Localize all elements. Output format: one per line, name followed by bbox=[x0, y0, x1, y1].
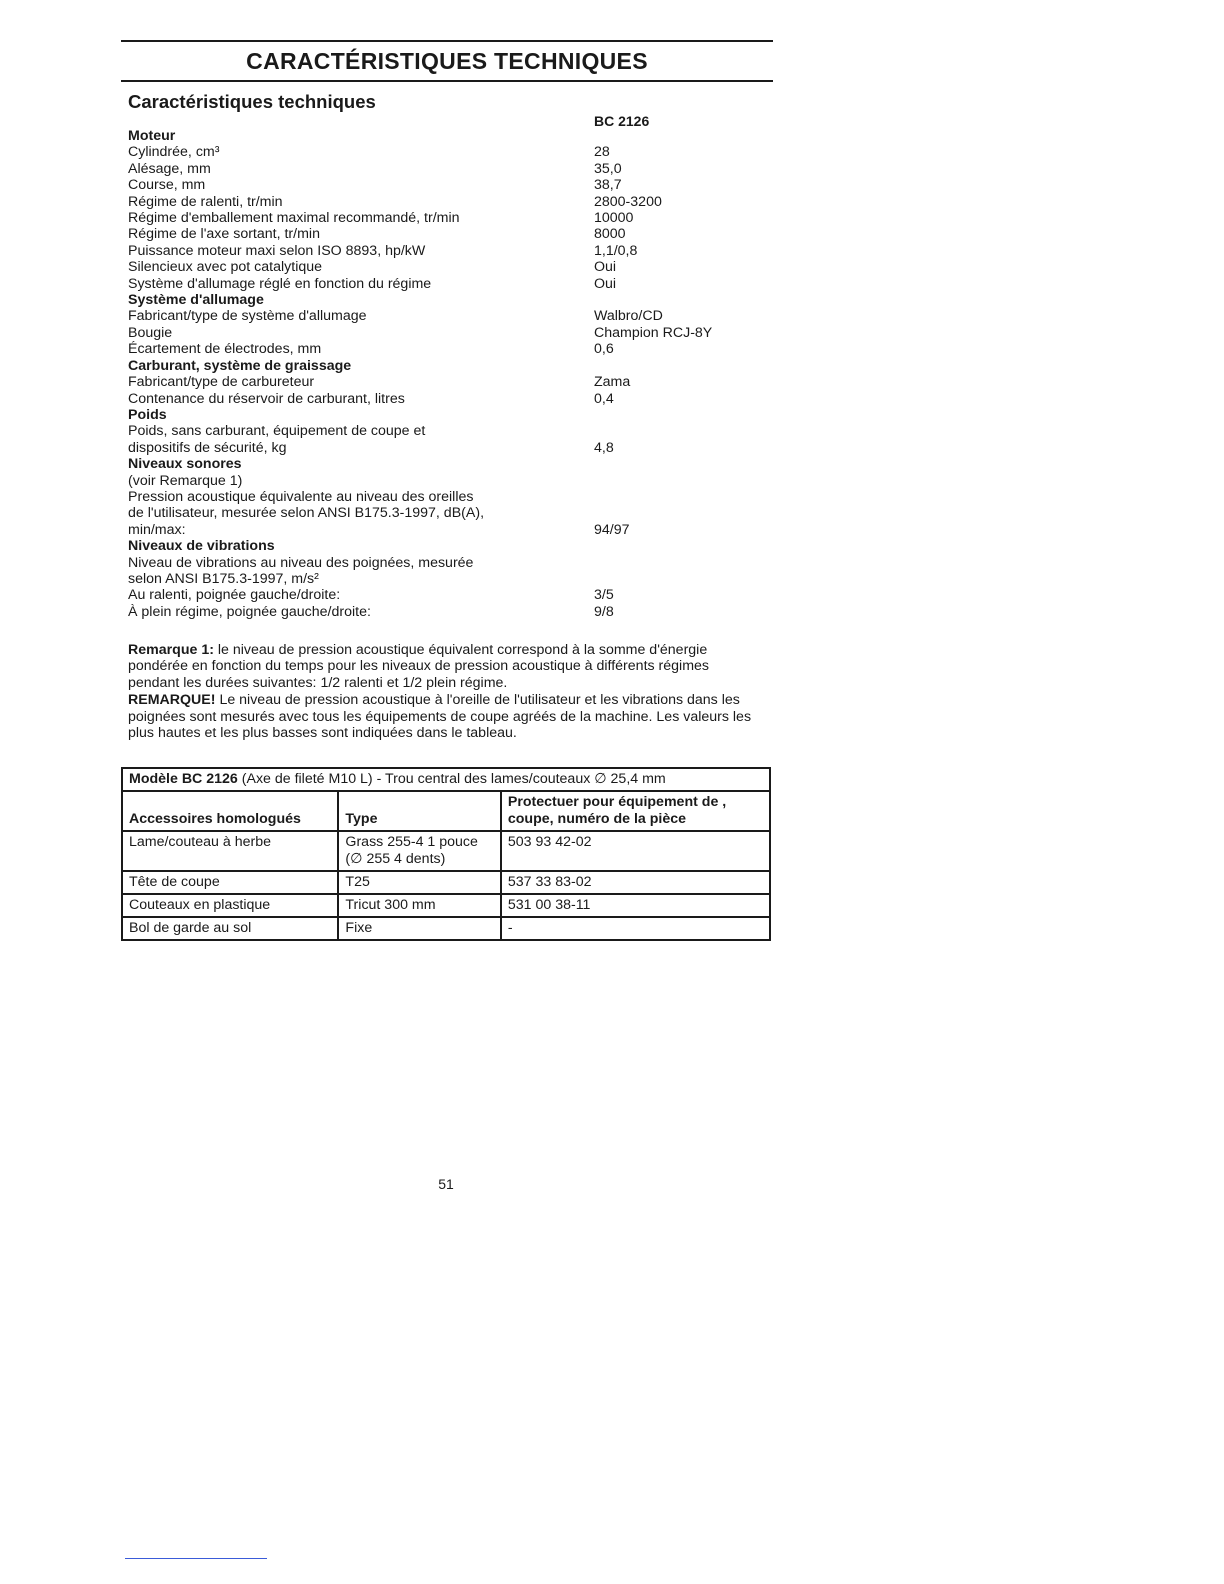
spec-value: 28 bbox=[594, 144, 610, 161]
table-caption-detail: (Axe de fileté M10 L) - Trou central des lames/couteaux ∅ 25,4 mm bbox=[237, 771, 666, 787]
spec-row bbox=[128, 489, 768, 505]
spec-value: 3/5 bbox=[594, 587, 614, 604]
spec-row bbox=[128, 308, 768, 324]
spec-value: 10000 bbox=[594, 210, 634, 227]
table-caption-model: Modèle BC 2126 bbox=[129, 771, 238, 787]
table-header-cell: Type bbox=[338, 791, 500, 831]
spec-label: Au ralenti, poignée gauche/droite: bbox=[128, 587, 341, 604]
table-cell: - bbox=[501, 917, 770, 940]
spec-label: Système d'allumage réglé en fonction du régime bbox=[128, 275, 432, 292]
spec-label: Bougie bbox=[128, 324, 173, 341]
spec-row bbox=[128, 440, 768, 456]
spec-value: Oui bbox=[594, 259, 617, 276]
spec-label: (voir Remarque 1) bbox=[128, 472, 243, 489]
table-cell: 537 33 83-02 bbox=[501, 871, 770, 894]
spec-value bbox=[594, 555, 768, 571]
spec-row bbox=[128, 391, 768, 407]
spec-group-heading: Système d'allumage bbox=[128, 292, 264, 309]
spec-value: 0,4 bbox=[594, 390, 614, 407]
spec-value: 9/8 bbox=[594, 603, 614, 620]
spec-row bbox=[128, 243, 768, 259]
note-2-text: Le niveau de pression acoustique à l'oreille de l'utilisateur et les vibrations dans les poignées sont mesurés avec tous les équipements de coupe agréés de la machine. Les valeurs les plus hautes et les plus basses sont indiquées dans le tableau. bbox=[128, 692, 752, 742]
spec-row bbox=[128, 604, 768, 620]
spec-value: Champion RCJ-8Y bbox=[594, 324, 713, 341]
spec-value: 4,8 bbox=[594, 439, 614, 456]
spec-value: Oui bbox=[594, 275, 617, 292]
spec-group-heading: Niveaux de vibrations bbox=[128, 538, 275, 555]
spec-row bbox=[128, 276, 768, 292]
table-cell: Fixe bbox=[338, 917, 500, 940]
table-cell: Grass 255-4 1 pouce (∅ 255 4 dents) bbox=[338, 831, 500, 871]
spec-label: Course, mm bbox=[128, 177, 206, 194]
spec-label: À plein régime, poignée gauche/droite: bbox=[128, 603, 371, 620]
spec-value bbox=[594, 505, 768, 521]
spec-value: 0,6 bbox=[594, 341, 614, 358]
spec-group-heading: Niveaux sonores bbox=[128, 456, 242, 473]
accessories-table bbox=[121, 767, 771, 941]
spec-group-heading: Moteur bbox=[128, 128, 176, 144]
spec-row bbox=[128, 341, 768, 357]
spec-value: 94/97 bbox=[594, 521, 630, 538]
table-header-cell: Protectuer pour équipement de , coupe, numéro de la pièce bbox=[501, 791, 770, 831]
table-cell: Couteaux en plastique bbox=[122, 894, 338, 917]
spec-row bbox=[128, 505, 768, 521]
spec-value: 35,0 bbox=[594, 160, 622, 177]
spec-row bbox=[128, 210, 768, 226]
page-number: 51 bbox=[438, 1176, 454, 1192]
spec-label: Écartement de électrodes, mm bbox=[128, 341, 322, 358]
spec-row bbox=[128, 161, 768, 177]
spec-row bbox=[128, 473, 768, 489]
spec-label: Fabricant/type de carbureteur bbox=[128, 374, 315, 391]
table-caption bbox=[122, 768, 770, 791]
spec-label: selon ANSI B175.3-1997, m/s² bbox=[128, 570, 319, 587]
spec-label: Cylindrée, cm³ bbox=[128, 144, 220, 161]
spec-label: Niveau de vibrations au niveau des poignées, mesurée bbox=[128, 554, 474, 571]
spec-label: Régime de l'axe sortant, tr/min bbox=[128, 226, 320, 243]
spec-value bbox=[594, 571, 768, 587]
spec-row bbox=[128, 522, 768, 538]
note-2-label: REMARQUE! bbox=[128, 692, 216, 709]
note-1 bbox=[128, 642, 758, 691]
spec-group-heading: Carburant, système de graissage bbox=[128, 357, 352, 374]
table-caption-row bbox=[122, 768, 770, 791]
spec-row bbox=[128, 325, 768, 341]
spec-value: 8000 bbox=[594, 226, 626, 243]
spec-label: Pression acoustique équivalente au niveau des oreilles bbox=[128, 488, 474, 505]
spec-value bbox=[594, 473, 768, 489]
spec-label: min/max: bbox=[128, 521, 186, 538]
table-row bbox=[122, 831, 770, 871]
spec-value: 1,1/0,8 bbox=[594, 242, 638, 259]
spec-value: 38,7 bbox=[594, 177, 622, 194]
spec-row bbox=[128, 571, 768, 587]
table-cell: Lame/couteau à herbe bbox=[122, 831, 338, 871]
spec-value bbox=[594, 489, 768, 505]
spec-row bbox=[128, 177, 768, 193]
table-cell: T25 bbox=[338, 871, 500, 894]
spec-label: de l'utilisateur, mesurée selon ANSI B175.3-1997, dB(A), bbox=[128, 505, 485, 522]
spec-row bbox=[128, 374, 768, 390]
spec-row bbox=[128, 259, 768, 275]
table-row bbox=[122, 871, 770, 894]
notes bbox=[128, 642, 758, 742]
spec-row bbox=[128, 555, 768, 571]
table-cell: Tête de coupe bbox=[122, 871, 338, 894]
spec-label: Alésage, mm bbox=[128, 160, 211, 177]
spec-row bbox=[128, 194, 768, 210]
spec-group-heading: Poids bbox=[128, 406, 167, 423]
table-header-row bbox=[122, 791, 770, 831]
spec-label: Puissance moteur maxi selon ISO 8893, hp/kW bbox=[128, 242, 426, 259]
spec-value bbox=[594, 423, 768, 439]
spec-label: Silencieux avec pot catalytique bbox=[128, 259, 323, 276]
model-header: BC 2126 bbox=[594, 113, 650, 129]
table-cell: Tricut 300 mm bbox=[338, 894, 500, 917]
spec-value: Zama bbox=[594, 374, 631, 391]
table-header-cell: Accessoires homologués bbox=[122, 791, 338, 831]
spec-value: 2800-3200 bbox=[594, 193, 662, 210]
spec-row bbox=[128, 587, 768, 603]
spec-row bbox=[128, 226, 768, 242]
spec-value: Walbro/CD bbox=[594, 308, 663, 325]
spec-label: Régime de ralenti, tr/min bbox=[128, 193, 283, 210]
spec-label: Fabricant/type de système d'allumage bbox=[128, 308, 367, 325]
table-cell: 531 00 38-11 bbox=[501, 894, 770, 917]
page-title: CARACTÉRISTIQUES TECHNIQUES bbox=[121, 40, 773, 82]
table-row bbox=[122, 894, 770, 917]
spec-label: dispositifs de sécurité, kg bbox=[128, 439, 287, 456]
spec-label: Contenance du réservoir de carburant, litres bbox=[128, 390, 405, 407]
spec-label: Poids, sans carburant, équipement de coupe et bbox=[128, 423, 426, 440]
bottom-link-underline[interactable] bbox=[125, 1558, 267, 1559]
note-2 bbox=[128, 692, 758, 741]
spec-label: Régime d'emballement maximal recommandé, tr/min bbox=[128, 210, 460, 227]
table-cell: Bol de garde au sol bbox=[122, 917, 338, 940]
table-cell: 503 93 42-02 bbox=[501, 831, 770, 871]
specs-list bbox=[128, 128, 768, 620]
spec-row bbox=[128, 423, 768, 439]
section-title: Caractéristiques techniques bbox=[128, 91, 376, 112]
spec-row bbox=[128, 144, 768, 160]
note-1-label: Remarque 1: bbox=[128, 642, 214, 658]
table-row bbox=[122, 917, 770, 940]
note-1-text: le niveau de pression acoustique équivalent correspond à la somme d'énergie pondérée en fonction du temps pour les niveaux de pression acoustique à différents régimes pendant les durées suivantes: 1/2 ralenti et 1/2 plein régime. bbox=[128, 642, 710, 691]
